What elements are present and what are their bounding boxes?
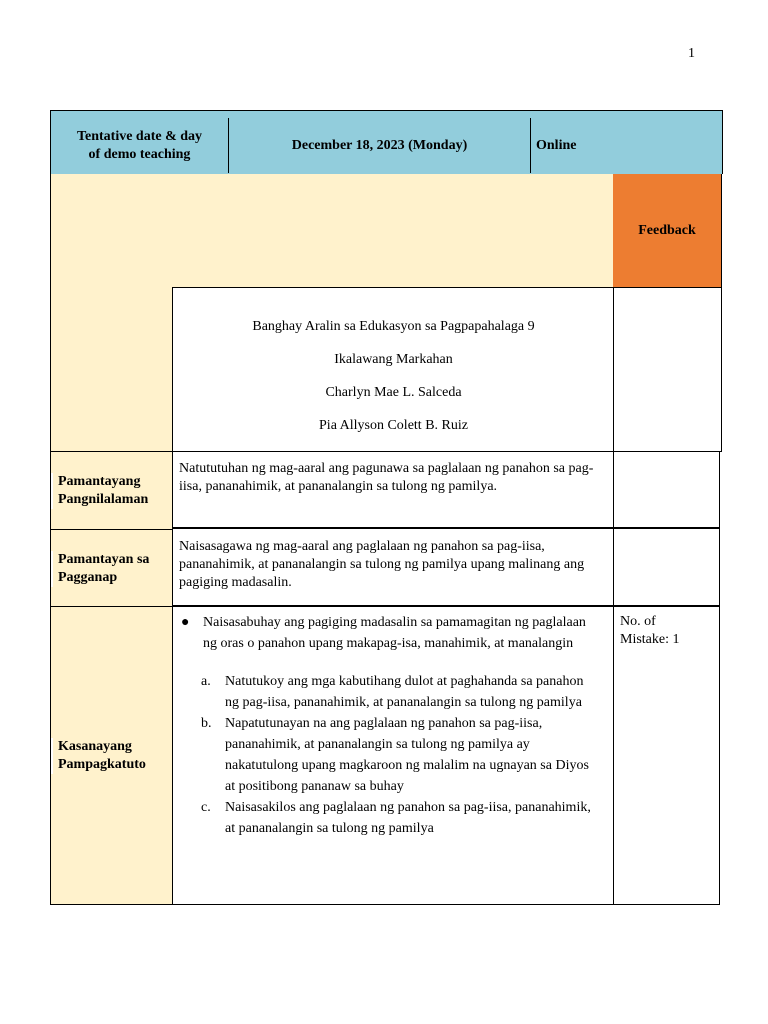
competency-bullet-item: [179, 612, 599, 654]
competency-bullet-text: Naisasabuhay ang pagiging madasalin sa pamamagitan ng paglalaan ng oras o panahon upang makapag-isa, manahimik, at manalangin: [203, 615, 586, 651]
feedback-header: [613, 174, 722, 287]
table-bottom-border: [50, 904, 172, 905]
competency-label: Kasanayang Pampagkatuto: [51, 738, 163, 774]
performance-standard-label: Pamantayan sa Pagganap: [51, 551, 163, 587]
list-item: [201, 713, 599, 797]
date-label: Tentative date & day of demo teaching: [76, 128, 203, 162]
date-value: December 18, 2023 (Monday): [291, 137, 468, 153]
competency-sub-list: [201, 671, 599, 839]
competency-feedback-text: No. of Mistake: 1: [620, 614, 680, 647]
top-cream-band: [50, 174, 614, 287]
date-value-cell: [229, 118, 531, 173]
list-marker: c.: [201, 800, 211, 815]
bullet-marker: ●: [181, 615, 190, 630]
title-feedback-cell: [613, 287, 722, 452]
list-item-text: Napatutunayan na ang paglalaan ng panahon sa pag-iisa, pananahimik, at pananalangin sa tulong ng pamilya ay nakatutulong upang magkaroon ng malalim na ugnayan sa Diyos at positibong pananaw sa buhay: [225, 716, 589, 794]
quarter: Ikalawang Markahan: [334, 352, 453, 367]
feedback-label: Feedback: [638, 222, 696, 238]
list-marker: b.: [201, 716, 212, 731]
content-standard-text: Natututuhan ng mag-aaral ang pagunawa sa paglalaan ng panahon sa pag-iisa, pananahimik, at pananalangin sa tulong ng pamilya.: [179, 461, 594, 494]
lesson-title: Banghay Aralin sa Edukasyon sa Pagpapahalaga 9: [252, 319, 535, 334]
page-number: 1: [688, 46, 695, 61]
author-2: Pia Allyson Colett B. Ruiz: [319, 418, 468, 433]
content-standard-label-cell: [51, 451, 172, 529]
list-item-text: Naisasakilos ang paglalaan ng panahon sa pag-iisa, pananahimik, at pananalangin sa tulong ng pamilya: [225, 800, 591, 836]
performance-standard-text: Naisasagawa ng mag-aaral ang paglalaan ng panahon sa pag-iisa, pananahimik, at pananalangin sa tulong ng pamilya upang malinang ang pagiging madasalin.: [179, 539, 585, 590]
content-standard-text-cell: [172, 451, 613, 528]
mode-cell: [536, 118, 716, 173]
competency-feedback-cell: [613, 606, 720, 905]
date-label-cell: [51, 118, 229, 173]
list-item: [201, 671, 599, 713]
list-item-text: Natutukoy ang mga kabutihang dulot at paghahanda sa panahon ng pag-iisa, pananahimik, at pananalangin sa tulong ng pamilya: [225, 674, 584, 710]
list-item: [201, 797, 599, 839]
author-1: Charlyn Mae L. Salceda: [325, 385, 462, 400]
mode-value: Online: [536, 137, 577, 153]
list-marker: a.: [201, 674, 211, 689]
competency-text-cell: [172, 606, 613, 905]
title-block: [172, 287, 614, 452]
content-standard-feedback-cell: [613, 451, 720, 528]
competency-label-cell: [51, 606, 172, 905]
performance-standard-feedback-cell: [613, 528, 720, 606]
performance-standard-label-cell: [51, 529, 172, 607]
content-standard-label: Pamantayang Pangnilalaman: [51, 473, 163, 509]
performance-standard-text-cell: [172, 528, 613, 606]
